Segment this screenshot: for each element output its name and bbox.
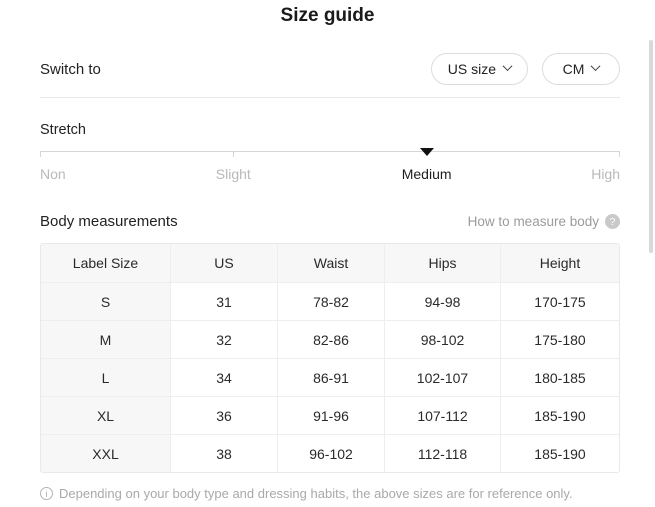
table-cell: S bbox=[41, 283, 171, 320]
table-cell: 175-180 bbox=[534, 331, 586, 348]
table-cell: 170-175 bbox=[534, 293, 586, 310]
dropdown-group bbox=[431, 53, 620, 85]
slider-marker-icon bbox=[420, 148, 434, 156]
table-cell: 86-91 bbox=[278, 359, 385, 396]
table-cell: 94-98 bbox=[385, 283, 501, 320]
unit-dropdown-value: CM bbox=[562, 61, 585, 77]
divider bbox=[40, 97, 620, 98]
stretch-label: Stretch bbox=[40, 122, 86, 138]
unit-dropdown[interactable] bbox=[542, 53, 620, 85]
stretch-option-non: Non bbox=[40, 166, 66, 182]
table-cell: 98-102 bbox=[385, 321, 501, 358]
slider-tick bbox=[233, 151, 234, 157]
size-guide-panel bbox=[0, 53, 655, 501]
table-cell: 96-102 bbox=[278, 435, 385, 472]
table-row bbox=[41, 434, 619, 472]
slider-tick bbox=[40, 151, 41, 157]
slider-track bbox=[40, 151, 620, 152]
table-header-cell: Label Size bbox=[41, 244, 171, 282]
body-measurements-heading: Body measurements bbox=[40, 213, 178, 230]
table-row bbox=[41, 320, 619, 358]
table-cell: 91-96 bbox=[278, 397, 385, 434]
footer-note bbox=[40, 486, 620, 501]
table-cell: 185-190 bbox=[534, 445, 586, 462]
scrollbar-thumb[interactable] bbox=[649, 40, 653, 253]
stretch-option-medium-selected: Medium bbox=[401, 166, 452, 182]
question-mark-icon[interactable]: ? bbox=[605, 214, 620, 229]
slider-tick bbox=[619, 151, 620, 157]
table-row bbox=[41, 396, 619, 434]
table-cell: 38 bbox=[171, 435, 278, 472]
table-cell: M bbox=[41, 321, 171, 358]
table-cell: 32 bbox=[171, 321, 278, 358]
measurements-table bbox=[40, 243, 620, 473]
info-icon: i bbox=[40, 487, 53, 500]
how-to-measure-link[interactable] bbox=[468, 214, 620, 229]
footer-note-text: Depending on your body type and dressing habits, the above sizes are for reference only. bbox=[59, 486, 573, 501]
table-cell: 34 bbox=[171, 359, 278, 396]
table-cell: 78-82 bbox=[278, 283, 385, 320]
table-row bbox=[41, 282, 619, 320]
table-cell: 102-107 bbox=[385, 359, 501, 396]
table-cell: 36 bbox=[171, 397, 278, 434]
table-cell: 185-190 bbox=[534, 407, 586, 424]
table-cell: 180-185 bbox=[534, 369, 586, 386]
table-cell: XL bbox=[41, 397, 171, 434]
table-row bbox=[41, 358, 619, 396]
table-cell: L bbox=[41, 359, 171, 396]
stretch-option-high: High bbox=[591, 166, 620, 182]
table-header-row bbox=[41, 244, 619, 282]
size-system-dropdown-value: US size bbox=[447, 61, 496, 77]
how-to-measure-label: How to measure body bbox=[467, 214, 599, 229]
table-cell: XXL bbox=[41, 435, 171, 472]
switch-to-label: Switch to bbox=[40, 60, 101, 78]
table-cell: 82-86 bbox=[278, 321, 385, 358]
table-header-cell: Waist bbox=[278, 244, 385, 282]
page-title: Size guide bbox=[280, 5, 375, 26]
table-header-cell: Height bbox=[501, 244, 619, 282]
stretch-slider bbox=[40, 151, 620, 157]
table-cell: 31 bbox=[171, 283, 278, 320]
size-system-dropdown[interactable] bbox=[431, 53, 528, 85]
table-header-cell: US bbox=[171, 244, 278, 282]
body-measurements-header-row bbox=[40, 213, 620, 230]
table-cell: 112-118 bbox=[385, 435, 501, 472]
chevron-down-icon bbox=[591, 61, 601, 71]
chevron-down-icon bbox=[503, 61, 513, 71]
table-cell: 107-112 bbox=[385, 397, 501, 434]
stretch-option-slight: Slight bbox=[215, 166, 251, 182]
switch-row bbox=[40, 53, 620, 85]
table-header-cell: Hips bbox=[385, 244, 501, 282]
stretch-options bbox=[40, 166, 620, 184]
